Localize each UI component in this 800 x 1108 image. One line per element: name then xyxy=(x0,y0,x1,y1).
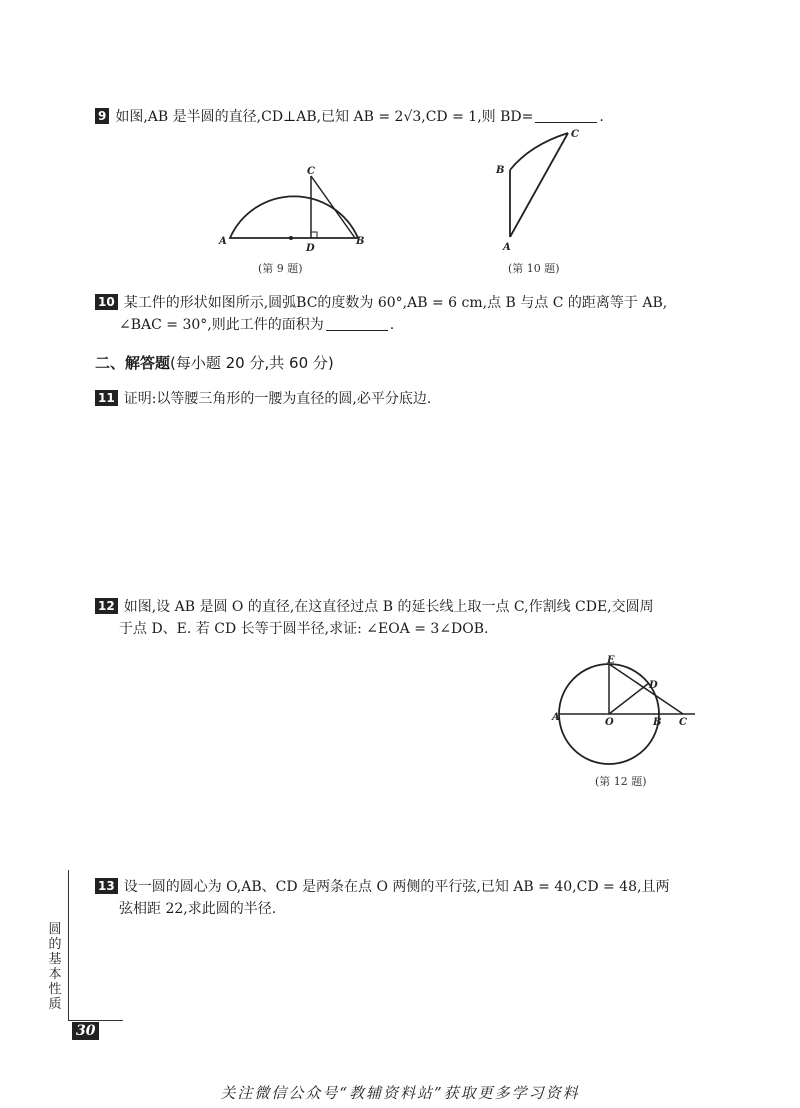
label-d: D xyxy=(306,243,315,254)
question-12: 12 如图,设 AB 是圆 O 的直径,在这直径过点 B 的延长线上取一点 C,作割线 CDE,交圆周 于点 D、E. 若 CD 长等于圆半径,求证: ∠EOA = 3∠DOB. xyxy=(95,596,654,640)
figure-10 xyxy=(490,125,590,255)
caption-10: (第 10 题) xyxy=(508,262,560,275)
caption-12: (第 12 题) xyxy=(595,775,647,788)
label-a: A xyxy=(219,236,227,247)
label-c: C xyxy=(307,166,315,177)
chapter-title: 圆的基本性质 xyxy=(48,922,62,1012)
page-number-rule xyxy=(68,1020,123,1021)
question-text: 某工件的形状如图所示,圆弧BC的度数为 60°,AB = 6 cm,点 B 与点 C 的距离等于 AB, xyxy=(123,295,668,311)
label-c: C xyxy=(571,129,579,140)
question-text: 如图,AB 是半圆的直径,CD⊥AB,已知 AB = 2√3,CD = 1,则 BD= xyxy=(115,109,534,125)
section-heading: 二、解答题(每小题 20 分,共 60 分) xyxy=(95,354,334,372)
question-9: 9 如图,AB 是半圆的直径,CD⊥AB,已知 AB = 2√3,CD = 1,则 BD= . xyxy=(95,106,604,128)
label-a: A xyxy=(503,242,511,253)
figure-12 xyxy=(545,655,705,770)
label-o: O xyxy=(605,717,614,728)
label-d: D xyxy=(649,680,658,691)
answer-blank[interactable] xyxy=(535,108,597,123)
page-number: 30 xyxy=(72,1022,99,1040)
label-e: E xyxy=(607,655,615,666)
footer-note: 关注微信公众号“教辅资料站”获取更多学习资料 xyxy=(220,1084,580,1102)
question-11 xyxy=(95,388,431,410)
label-b: B xyxy=(356,236,365,247)
label-b: B xyxy=(653,717,662,728)
question-13: 13 设一圆的圆心为 O,AB、CD 是两条在点 O 两侧的平行弦,已知 AB = 40,CD = 48,且两 弦相距 22,求此圆的半径. xyxy=(95,876,669,920)
question-number: 11 xyxy=(95,390,118,406)
question-text: 设一圆的圆心为 O,AB、CD 是两条在点 O 两侧的平行弦,已知 AB = 40,CD = 48,且两 xyxy=(123,879,670,895)
sidebar-divider xyxy=(68,870,69,1020)
question-text: 证明:以等腰三角形的一腰为直径的圆,必平分底边. xyxy=(123,391,432,407)
question-text: 如图,设 AB 是圆 O 的直径,在这直径过点 B 的延长线上取一点 C,作割线 CDE,交圆周 xyxy=(123,599,654,615)
caption-9: (第 9 题) xyxy=(258,262,303,275)
question-10: 10 某工件的形状如图所示,圆弧BC的度数为 60°,AB = 6 cm,点 B 与点 C 的距离等于 AB, ∠BAC = 30°,则此工件的面积为 . xyxy=(95,292,667,336)
label-b: B xyxy=(496,165,505,176)
question-number: 12 xyxy=(95,598,118,614)
question-number: 13 xyxy=(95,878,118,894)
label-a: A xyxy=(552,712,560,723)
answer-blank[interactable] xyxy=(326,316,388,331)
question-number: 10 xyxy=(95,294,118,310)
figure-9 xyxy=(215,160,375,255)
label-c: C xyxy=(679,717,687,728)
question-number: 9 xyxy=(95,108,109,124)
